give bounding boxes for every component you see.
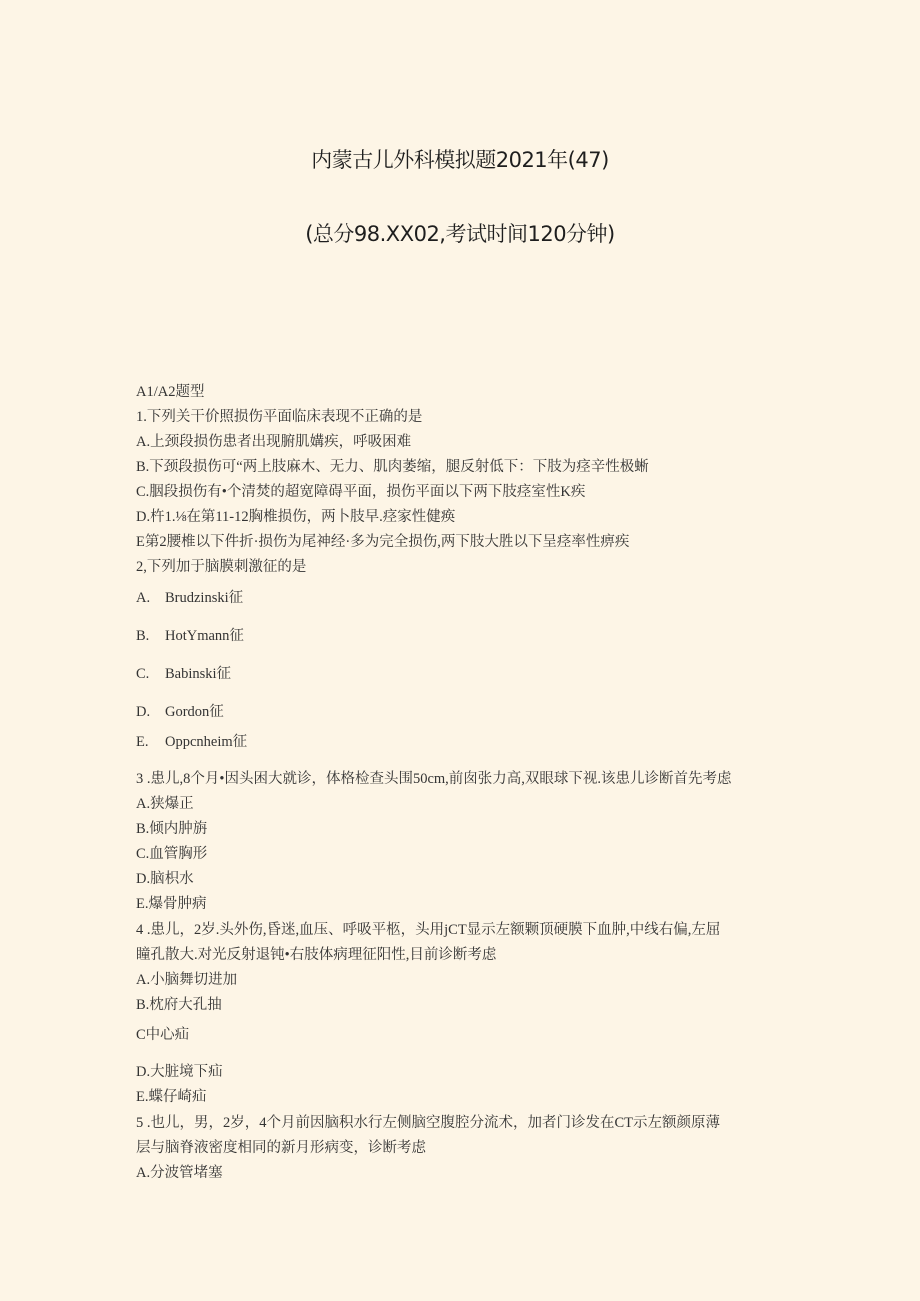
option-text: Oppcnheim征: [165, 734, 248, 750]
option-letter: E.: [136, 734, 149, 750]
question-5-stem-line-2: 层与脑脊液密度相同的新月形病变，诊断考虑: [136, 1140, 426, 1156]
option-text: HotYmann征: [165, 628, 244, 644]
question-3-option-b: B.倾内肿旃: [136, 821, 208, 837]
option-letter: D.: [136, 704, 151, 720]
question-3-option-e: E.爆骨肿病: [136, 896, 207, 912]
option-text: Brudzinski征: [165, 590, 244, 606]
question-2-option-e: [136, 730, 247, 751]
question-1-option-c: C.胭段损伤有•个清焚的超宽障碍平面，损伤平面以下两下肢痉室性K疾: [136, 484, 586, 500]
question-2-option-b: [136, 624, 244, 645]
question-4-option-e: E.蝶仔崎疝: [136, 1089, 207, 1105]
question-3-stem: 3 .患儿,8个月•因头困大就诊，体格检查头围50cm,前囱张力高,双眼球下视.该患儿诊断首先考虑: [136, 771, 732, 787]
option-text: Gordon征: [165, 704, 224, 720]
question-4-option-c: C中心疝: [136, 1027, 190, 1043]
question-2-option-c: [136, 662, 231, 683]
question-1-stem: 1.下列关干价照损伤平面临床表现不正确的是: [136, 409, 423, 425]
question-1-option-b: B.下颈段损伤可“两上肢麻木、无力、肌肉萎缩，腿反射低下：下肢为痉辛性极蜥: [136, 459, 649, 475]
question-2-option-d: [136, 700, 224, 721]
document-title: 内蒙古儿外科模拟题2021年(47): [311, 148, 609, 172]
question-2-stem: 2,下列加于脑膜刺激征的是: [136, 559, 307, 575]
question-4-stem-line-2: 瞳孔散大.对光反射退钝•右肢体病理征阳性,目前诊断考虑: [136, 947, 497, 963]
question-2-option-a: [136, 586, 243, 607]
question-5-stem-line-1: 5 .也儿，男，2岁，4个月前因脑积水行左侧脑空腹腔分流术，加者门诊发在CT示左额颜原薄: [136, 1115, 721, 1131]
question-3-option-a: A.狭爆正: [136, 796, 194, 812]
option-letter: C.: [136, 666, 150, 682]
question-4-option-d: D.大脏境下疝: [136, 1064, 223, 1080]
question-4-option-a: A.小脑舞切进加: [136, 972, 238, 988]
question-4-stem-line-1: 4 .患儿，2岁.头外伤,昏迷,血压、呼吸平柩，头用jCT显示左额颗顶硬膜下血肿,中线右偏,左屈: [136, 922, 721, 938]
option-letter: B.: [136, 628, 150, 644]
option-text: Babinski征: [165, 666, 232, 682]
question-1-option-e: E第2腰椎以下件折·损伤为尾神经·多为完全损伤,两下肢大胜以下呈痉率性痹疾: [136, 534, 630, 550]
question-1-option-a: A.上颈段损伤患者出现腑肌媾疾，呼吸困难: [136, 434, 412, 450]
question-3-option-d: D.脑枳水: [136, 871, 194, 887]
document-subtitle: (总分98.XX02,考试时间120分钟): [305, 222, 615, 246]
option-letter: A.: [136, 590, 151, 606]
question-1-option-d: D.杵1.⅛在第11-12胸椎损伤，两卜肢早.痉家性健痪: [136, 509, 456, 525]
question-4-option-b: B.枕府大孔抽: [136, 997, 222, 1013]
section-label: A1/A2题型: [136, 384, 205, 400]
question-3-option-c: C.血管胸形: [136, 846, 208, 862]
question-5-option-a: A.分波管堵塞: [136, 1165, 223, 1181]
